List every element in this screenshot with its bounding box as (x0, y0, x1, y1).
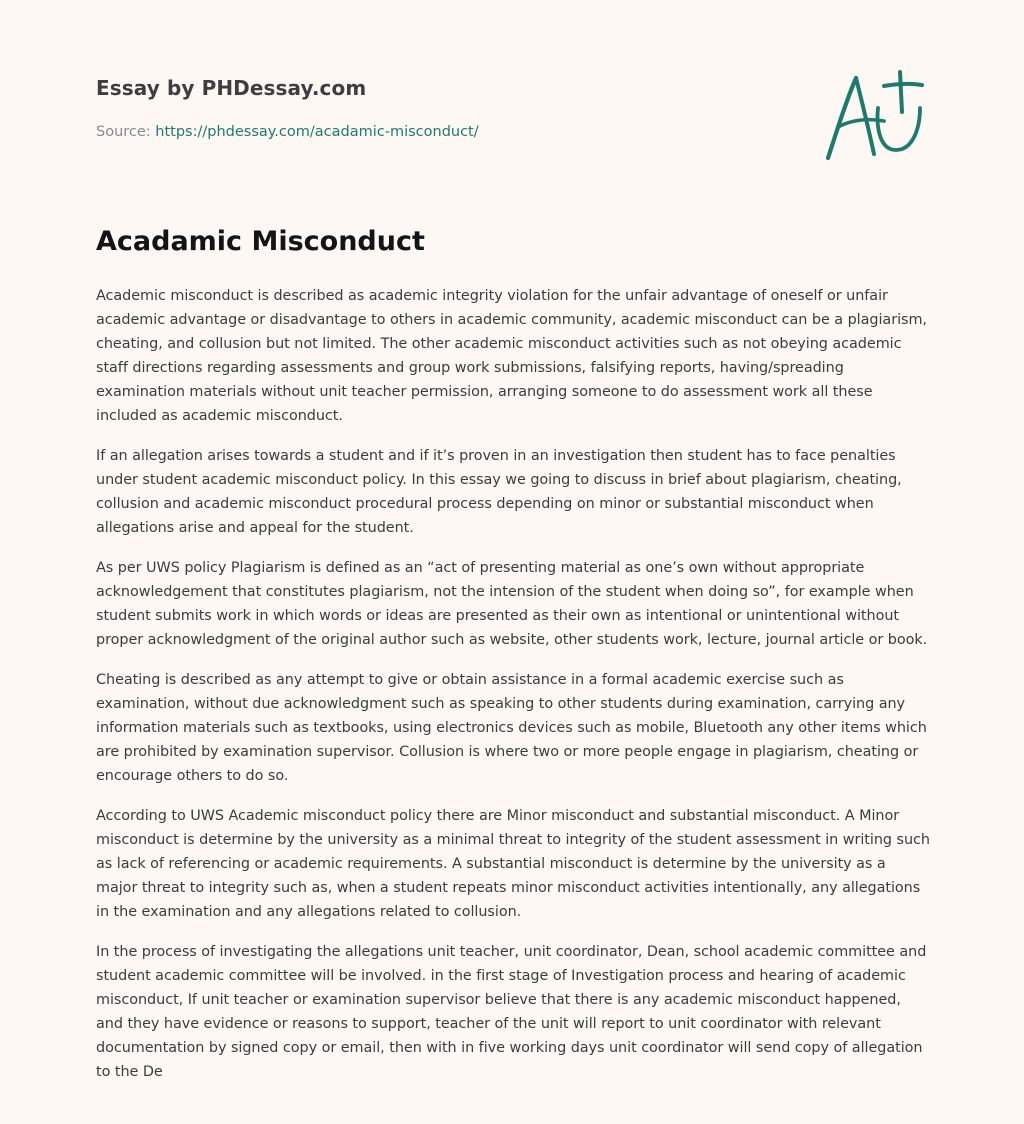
a-plus-logo-icon (822, 68, 928, 166)
essay-paragraph: According to UWS Academic misconduct policy there are Minor misconduct and substantial misconduct. A Minor misconduct is determine by the university as a minimal threat to integrity of the student assessment in writing such as lack of referencing or academic requirements. A substantial misconduct is determine by the university as a major threat to integrity such as, when a student repeats minor misconduct activities intentionally, any allegations in the examination and any allegations related to collusion. (96, 808, 930, 920)
site-brand: Essay by PHDessay.com (96, 76, 367, 100)
essay-body (96, 284, 930, 1112)
source-label: Source: (96, 124, 156, 140)
essay-title: Acadamic Misconduct (96, 226, 425, 257)
essay-paragraph: Academic misconduct is described as academic integrity violation for the unfair advantage of oneself or unfair academic advantage or disadvantage to others in academic community, academic misconduct can be a plagiarism, cheating, and collusion but not limited. The other academic misconduct activities such as not obeying academic staff directions regarding assessments and group work submissions, falsifying reports, having/spreading examination materials without unit teacher permission, arranging someone to do assessment work all these included as academic misconduct. (96, 288, 927, 424)
essay-paragraph: Cheating is described as any attempt to give or obtain assistance in a formal academic exercise such as examination, without due acknowledgment such as speaking to other students during examination, carrying any information materials such as textbooks, using electronics devices such as mobile, Bluetooth any other items which are prohibited by examination supervisor. Collusion is where two or more people engage in plagiarism, cheating or encourage others to do so. (96, 672, 927, 784)
essay-paragraph: In the process of investigating the allegations unit teacher, unit coordinator, Dean, school academic committee and student academic committee will be involved. in the first stage of Investigation process and hearing of academic misconduct, If unit teacher or examination supervisor believe that there is any academic misconduct happened, and they have evidence or reasons to support, teacher of the unit will report to unit coordinator with relevant documentation by signed copy or email, then with in five working days unit coordinator will send copy of allegation to the De (96, 944, 927, 1080)
essay-paragraph: As per UWS policy Plagiarism is defined as an “act of presenting material as one’s own without appropriate acknowledgement that constitutes plagiarism, not the intension of the student when doing so”, for example when student submits work in which words or ideas are presented as their own as intentional or unintentional without proper acknowledgment of the original author such as website, other students work, lecture, journal article or book. (96, 560, 928, 648)
essay-paragraph: If an allegation arises towards a student and if it’s proven in an investigation then student has to face penalties under student academic misconduct policy. In this essay we going to discuss in brief about plagiarism, cheating, collusion and academic misconduct procedural process depending on minor or substantial misconduct when allegations arise and appeal for the student. (96, 448, 902, 536)
source-link[interactable]: https://phdessay.com/acadamic-misconduct/ (155, 124, 479, 140)
source-line (96, 124, 479, 140)
